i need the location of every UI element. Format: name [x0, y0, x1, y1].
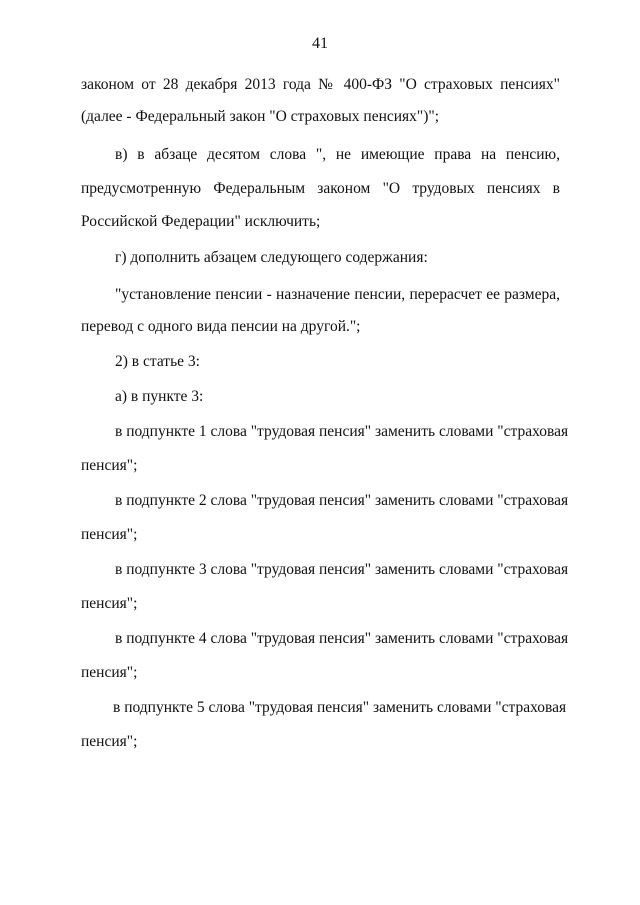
text-line: пенсия";: [81, 733, 138, 750]
page-number: 41: [312, 35, 328, 52]
text-line: в подпункте 2 слова "трудовая пенсия" заменить словами "страховая: [115, 492, 569, 509]
text-line: в подпункте 3 слова "трудовая пенсия" заменить словами "страховая: [115, 561, 569, 578]
text-line: перевод с одного вида пенсии на другой.";: [81, 318, 361, 335]
text-line: предусмотренную Федеральным законом "О трудовых пенсиях в: [81, 180, 560, 197]
text-line: в подпункте 1 слова "трудовая пенсия" заменить словами "страховая: [115, 423, 569, 440]
text-line: (далее - Федеральный закон "О страховых пенсиях")";: [81, 108, 440, 125]
text-line: г) дополнить абзацем следующего содержания:: [115, 249, 428, 266]
text-line: в) в абзаце десятом слова ", не имеющие права на пенсию,: [115, 146, 560, 163]
text-line: пенсия";: [81, 457, 138, 474]
text-line: в подпункте 5 слова "трудовая пенсия" заменить словами "страховая: [113, 699, 567, 716]
text-line: пенсия";: [81, 595, 138, 612]
text-line: пенсия";: [81, 526, 138, 543]
text-line: пенсия";: [81, 664, 138, 681]
text-line: законом от 28 декабря 2013 года № 400-ФЗ "О страховых пенсиях": [81, 76, 560, 93]
text-line: а) в пункте 3:: [115, 388, 204, 405]
text-line: "установление пенсии - назначение пенсии, перерасчет ее размера,: [115, 286, 560, 303]
text-line: Российской Федерации" исключить;: [81, 213, 321, 230]
text-line: 2) в статье 3:: [115, 353, 200, 370]
text-line: в подпункте 4 слова "трудовая пенсия" заменить словами "страховая: [115, 630, 569, 647]
